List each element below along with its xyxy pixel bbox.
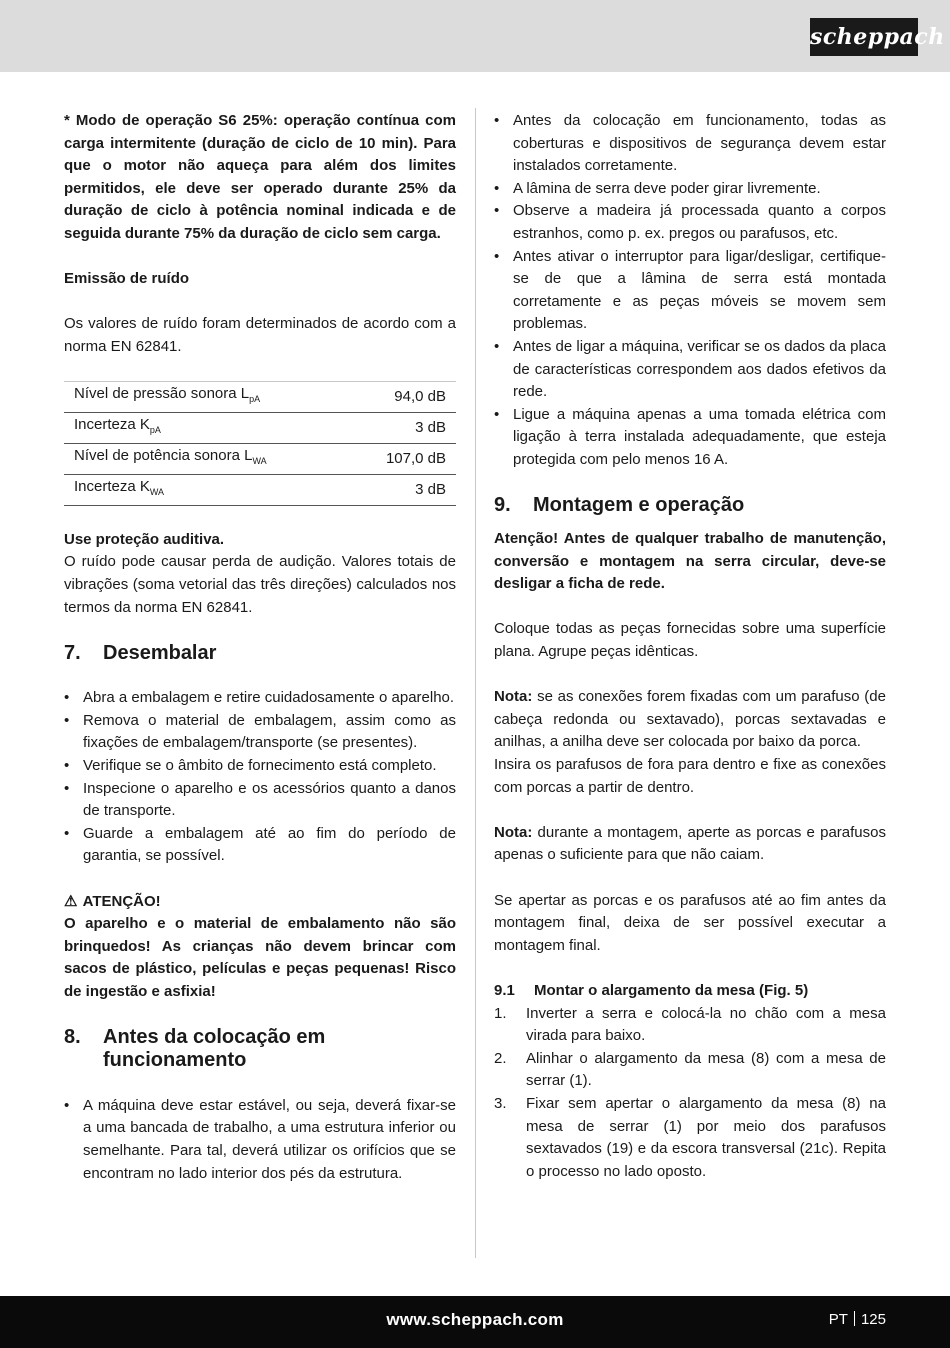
list-item: • Antes da colocação em funcionamento, todas as coberturas e dispositivos de segurança devem estar instalados corretamente. [494,110,886,178]
attention-heading: ⚠ ATENÇÃO! [64,891,456,914]
list-item: • A lâmina de serra deve poder girar livremente. [494,178,886,201]
attention-text: O aparelho e o material de embalamento não são brinquedos! As crianças não devem brincar com sacos de plástico, películas e peças pequenas! Risco de ingestão e asfixia! [64,915,456,1000]
hearing-protection-title: Use proteção auditiva. [64,530,225,548]
noise-intro: Os valores de ruído foram determinados de acordo com a norma EN 62841. [64,315,456,355]
list-item: • Remova o material de embalagem, assim como as fixações de embalagem/transporte (se presentes). [64,710,456,755]
list-item: 2. Alinhar o alargamento da mesa (8) com a mesa de serrar (1). [494,1049,886,1090]
list-item: • Observe a madeira já processada quanto a corpos estranhos, como p. ex. pregos ou parafusos, etc. [494,200,886,245]
list-item: • Abra a embalagem e retire cuidadosamente o aparelho. [64,687,456,710]
noise-table [64,381,456,506]
section-8-heading: 8. Antes da colocação em funcionamento [64,1026,326,1072]
section-9-warning: Atenção! Antes de qualquer trabalho de manutenção, conversão e montagem na serra circular, deve-se desligar a ficha de rede. [494,530,886,593]
noise-heading: Emissão de ruído [64,270,190,288]
noise-value: 107,0 dB [349,444,456,475]
section-9-heading: 9. Montagem e operação [494,494,745,517]
section-9-1-heading: 9.1 Montar o alargamento da mesa (Fig. 5) [494,981,809,999]
noise-value: 3 dB [349,413,456,444]
unpacking-list [64,687,456,868]
table-row [64,444,456,475]
list-item: 3. Fixar sem apertar o alargamento da mesa (8) na mesa de serrar (1) por meio dos parafusos sextavados (19) e da escora transversal (21c). Repita o processo no lado oposto. [494,1094,886,1180]
column-divider [475,108,476,1258]
noise-label: Nível de pressão sonora $L_{pA}$ [64,382,349,413]
startup-list [64,1095,456,1185]
list-item: • Guarde a embalagem até ao fim do período de garantia, se possível. [64,823,456,868]
section-7-heading: 7. Desembalar [64,641,217,664]
page-indicator: PT 125 [828,1311,886,1328]
operation-mode-note: * Modo de operação S6 25%: operação contínua com carga intermitente (duração de ciclo de 10 min). Para que o motor não aqueça para além dos limites permitidos, ele deve ser operado durante 25% da duração de ciclo à potência nominal indicada e de seguida durante 75% da duração de ciclo sem carga. [64,112,456,242]
noise-value: 3 dB [349,475,456,506]
table-extension-steps [494,1003,886,1184]
table-row [64,413,456,444]
note-2: Nota: durante a montagem, aperte as porcas e parafusos apenas o suficiente para que não caiam. [494,823,886,864]
hearing-protection-text: O ruído pode causar perda de audição. Valores totais de vibrações (soma vetorial das três direções) calculados nos termos da norma EN 62841. [64,553,456,616]
list-item: • Inspecione o aparelho e os acessórios quanto a danos de transporte. [64,778,456,823]
list-item: • A máquina deve estar estável, ou seja, deverá fixar-se a uma bancada de trabalho, a uma estrutura inferior ou semelhante. Para tal, deverá utilizar os orifícios que se encontram no lado interior dos pés da estrutura. [64,1095,456,1185]
section-9-paragraph: Coloque todas as peças fornecidas sobre uma superfície plana. Agrupe peças idênticas. [494,620,886,661]
right-column [494,110,886,1183]
section-9-final-paragraph: Se apertar as porcas e os parafusos até ao fim antes da montagem final, deixa de ser possível executar a montagem final. [494,891,886,954]
scheppach-logo: scheppach [810,18,918,56]
left-column [64,110,456,1185]
header-bar [0,0,950,72]
list-item: • Antes ativar o interruptor para ligar/desligar, certifique-se de que a lâmina de serra está montada corretamente e as peças móveis se movem sem problemas. [494,246,886,336]
startup-list-continued [494,110,886,472]
list-item: • Verifique se o âmbito de fornecimento está completo. [64,755,456,778]
table-row [64,475,456,506]
footer-bar [0,1296,950,1348]
list-item: • Antes de ligar a máquina, verificar se os dados da placa de características correspondem aos dados efetivos da rede. [494,336,886,404]
website-link[interactable]: www.scheppach.com [386,1310,564,1329]
list-item: • Ligue a máquina apenas a uma tomada elétrica com ligação à terra instalada adequadamente, que esteja protegida com pelo menos 16 A. [494,404,886,472]
list-item: 1. Inverter a serra e colocá-la no chão com a mesa virada para baixo. [494,1004,886,1045]
noise-value: 94,0 dB [349,382,456,413]
table-row [64,382,456,413]
warning-icon: ⚠ [64,892,78,910]
note-1-continued: Insira os parafusos de fora para dentro e fixe as conexões com porcas a partir de dentro. [494,756,886,796]
noise-label: Nível de potência sonora $L_{WA}$ [64,444,349,475]
noise-label: Incerteza $K_{WA}$ [64,475,349,506]
noise-label: Incerteza $K_{pA}$ [64,413,349,444]
note-1: Nota: se as conexões forem fixadas com um parafuso (de cabeça redonda ou sextavado), porcas sextavadas e anilhas, a anilha deve ser colocada por baixo da porca. [494,688,886,751]
